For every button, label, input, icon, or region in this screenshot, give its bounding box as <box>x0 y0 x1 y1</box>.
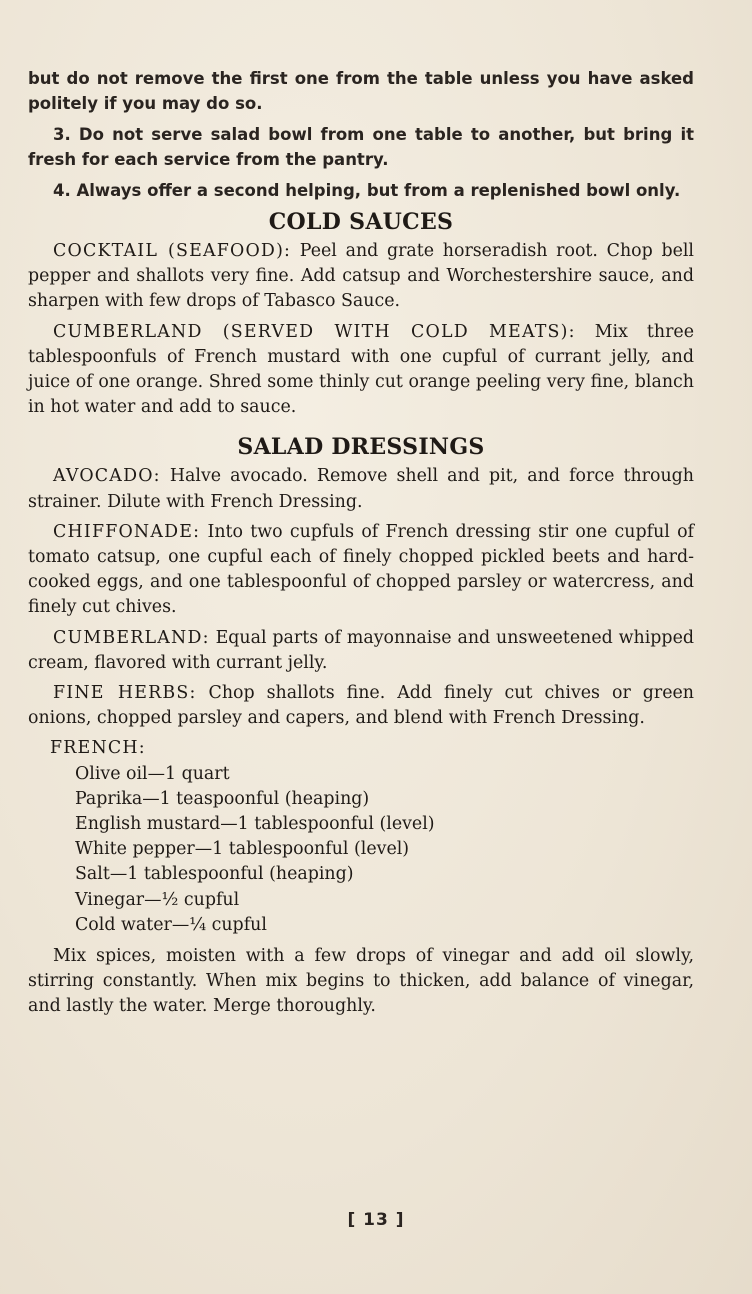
cocktail-sauce-entry <box>28 239 694 315</box>
cumberland-dressing-text: Equal parts of mayonnaise and unsweetened whipped cream, flavored with currant jelly. <box>28 627 694 673</box>
chiffonade-dressing-entry <box>28 520 694 621</box>
french-dressing-ingredients <box>28 762 694 938</box>
cumberland-dressing-entry <box>28 626 694 676</box>
salad-dressings-section <box>28 464 694 731</box>
ingredient-item: Salt—1 tablespoonful (heaping) <box>75 864 354 885</box>
french-dressing-title: FRENCH: <box>50 738 146 759</box>
fine-herbs-dressing-entry <box>28 681 694 731</box>
avocado-dressing-entry <box>28 464 694 514</box>
avocado-dressing-term: AVOCADO: <box>53 466 161 487</box>
intro-rules <box>28 66 694 203</box>
cumberland-sauce-entry <box>28 320 694 421</box>
cocktail-sauce-text: Peel and grate horseradish root. Chop bell pepper and shallots very fine. Add catsup and Worchestershire sauce, and sharpen with few drops of Tabasco Sauce. <box>28 241 694 312</box>
french-dressing-method: Mix spices, moisten with a few drops of vinegar and add oil slowly, stirring constantly. When mix begins to thicken, add balance of vinegar, and lastly the water. Merge thoroughly. <box>28 946 694 1017</box>
french-dressing-recipe <box>28 736 694 938</box>
ingredient-item: Paprika—1 teaspoonful (heaping) <box>75 788 370 809</box>
chiffonade-dressing-text: Into two cupfuls of French dressing stir one cupful of tomato catsup, one cupful each of finely chopped pickled beets and hard-cooked eggs, and one tablespoonful of chopped parsley or watercress, and finely cut chives. <box>28 521 694 618</box>
ingredient-item: White pepper—1 tablespoonful (level) <box>75 839 410 860</box>
cold-sauces-heading: COLD SAUCES <box>268 209 454 235</box>
avocado-dressing-text: Halve avocado. Remove shell and pit, and force through strainer. Dilute with French Dressing. <box>28 466 694 512</box>
cumberland-sauce-text: Mix three tablespoonfuls of French mustard with one cupful of currant jelly, and juice of one orange. Shred some thinly cut orange peeling very fine, blanch in hot water and add to sauce. <box>28 321 694 418</box>
ingredient-item: Olive oil—1 quart <box>75 763 230 784</box>
ingredient-item: Vinegar—½ cupful <box>75 889 240 910</box>
intro-rule-3: 3. Do not serve salad bowl from one table to another, but bring it fresh for each service from the pantry. <box>28 125 694 169</box>
ingredient-item: English mustard—1 tablespoonful (level) <box>75 814 435 835</box>
cumberland-sauce-term: CUMBERLAND (SERVED WITH COLD MEATS): <box>53 321 576 342</box>
intro-paragraph-1: but do not remove the first one from the table unless you have asked politely if you may do so. <box>28 69 694 113</box>
page-number: [ 13 ] <box>347 1210 405 1230</box>
intro-rule-4: 4. Always offer a second helping, but from a replenished bowl only. <box>53 181 681 200</box>
cumberland-dressing-term: CUMBERLAND: <box>53 627 210 648</box>
ingredient-item: Cold water—¼ cupful <box>75 914 267 935</box>
fine-herbs-dressing-text: Chop shallots fine. Add finely cut chives or green onions, chopped parsley and capers, and blend with French Dressing. <box>28 683 694 729</box>
cold-sauces-section <box>28 239 694 420</box>
salad-dressings-heading: SALAD DRESSINGS <box>237 434 485 461</box>
french-dressing-method-block <box>28 944 694 1020</box>
fine-herbs-dressing-term: FINE HERBS: <box>53 683 197 704</box>
page-content <box>28 66 694 1025</box>
chiffonade-dressing-term: CHIFFONADE: <box>53 521 201 542</box>
cocktail-sauce-term: COCKTAIL (SEAFOOD): <box>53 241 292 261</box>
